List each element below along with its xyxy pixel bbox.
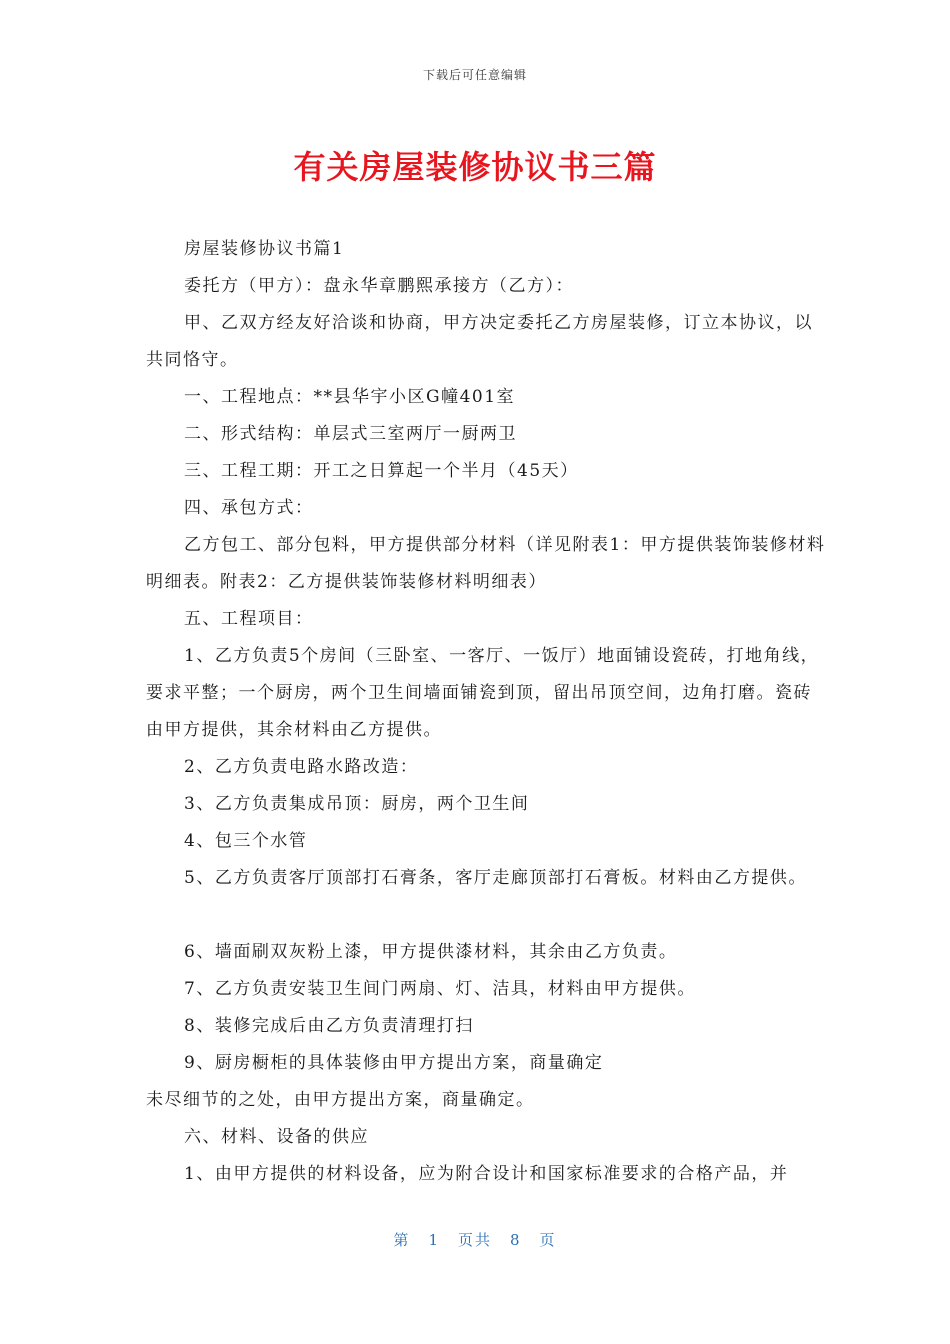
- list-item: 4、包三个水管: [184, 831, 308, 851]
- page-footer: [0, 1229, 950, 1250]
- clause-materials: 六、材料、设备的供应: [184, 1127, 369, 1147]
- document-body: [146, 231, 826, 1193]
- page-total: 8: [510, 1231, 522, 1249]
- list-item: 1、由甲方提供的材料设备，应为附合设计和国家标准要求的合格产品，并: [184, 1164, 789, 1184]
- document-title: 有关房屋装修协议书三篇: [293, 148, 657, 186]
- header-note: 下载后可任意编辑: [422, 68, 527, 82]
- list-item: 3、乙方负责集成吊顶：厨房，两个卫生间: [184, 794, 530, 814]
- list-item: 1、乙方负责5个房间（三卧室、一客厅、一饭厅）地面铺设瓷砖，打地角线，要求平整；一个厨房，两个卫生间墙面铺瓷到顶，留出吊顶空间，边角打磨。瓷砖由甲方提供，其余材料由乙方提供。: [146, 646, 820, 740]
- list-item: 9、厨房橱柜的具体装修由甲方提出方案，商量确定: [184, 1053, 604, 1073]
- clause-location: 一、工程地点：**县华宇小区G幢401室: [184, 387, 516, 407]
- footer-middle: 页共: [457, 1231, 492, 1249]
- list-item: 5、乙方负责客厅顶部打石膏条，客厅走廊顶部打石膏板。材料由乙方提供。: [184, 868, 807, 888]
- footer-suffix: 页: [539, 1231, 557, 1249]
- clause-project-items: 五、工程项目：: [184, 609, 314, 629]
- clause-structure: 二、形式结构：单层式三室两厅一厨两卫: [184, 424, 517, 444]
- footer-prefix: 第: [393, 1231, 411, 1249]
- paragraph: 未尽细节的之处，由甲方提出方案，商量确定。: [146, 1090, 535, 1110]
- clause-duration: 三、工程工期：开工之日算起一个半月（45天）: [184, 461, 579, 481]
- list-item: 8、装修完成后由乙方负责清理打扫: [184, 1016, 474, 1036]
- list-item: 7、乙方负责安装卫生间门两扇、灯、洁具，材料由甲方提供。: [184, 979, 696, 999]
- section-heading: 房屋装修协议书篇1: [184, 239, 345, 259]
- parties-line: 委托方（甲方）：盘永华章鹏熙承接方（乙方）：: [184, 276, 574, 296]
- list-item: 2、乙方负责电路水路改造：: [184, 757, 419, 777]
- paragraph: 甲、乙双方经友好洽谈和协商，甲方决定委托乙方房屋装修，订立本协议，以共同恪守。: [146, 313, 813, 370]
- paragraph: 乙方包工、部分包料，甲方提供部分材料（详见附表1：甲方提供装饰装修材料明细表。附表2：乙方提供装饰装修材料明细表）: [146, 535, 826, 592]
- clause-contract-mode: 四、承包方式：: [184, 498, 314, 518]
- page-number: 1: [428, 1231, 440, 1249]
- list-item: 6、墙面刷双灰粉上漆，甲方提供漆材料，其余由乙方负责。: [184, 942, 678, 962]
